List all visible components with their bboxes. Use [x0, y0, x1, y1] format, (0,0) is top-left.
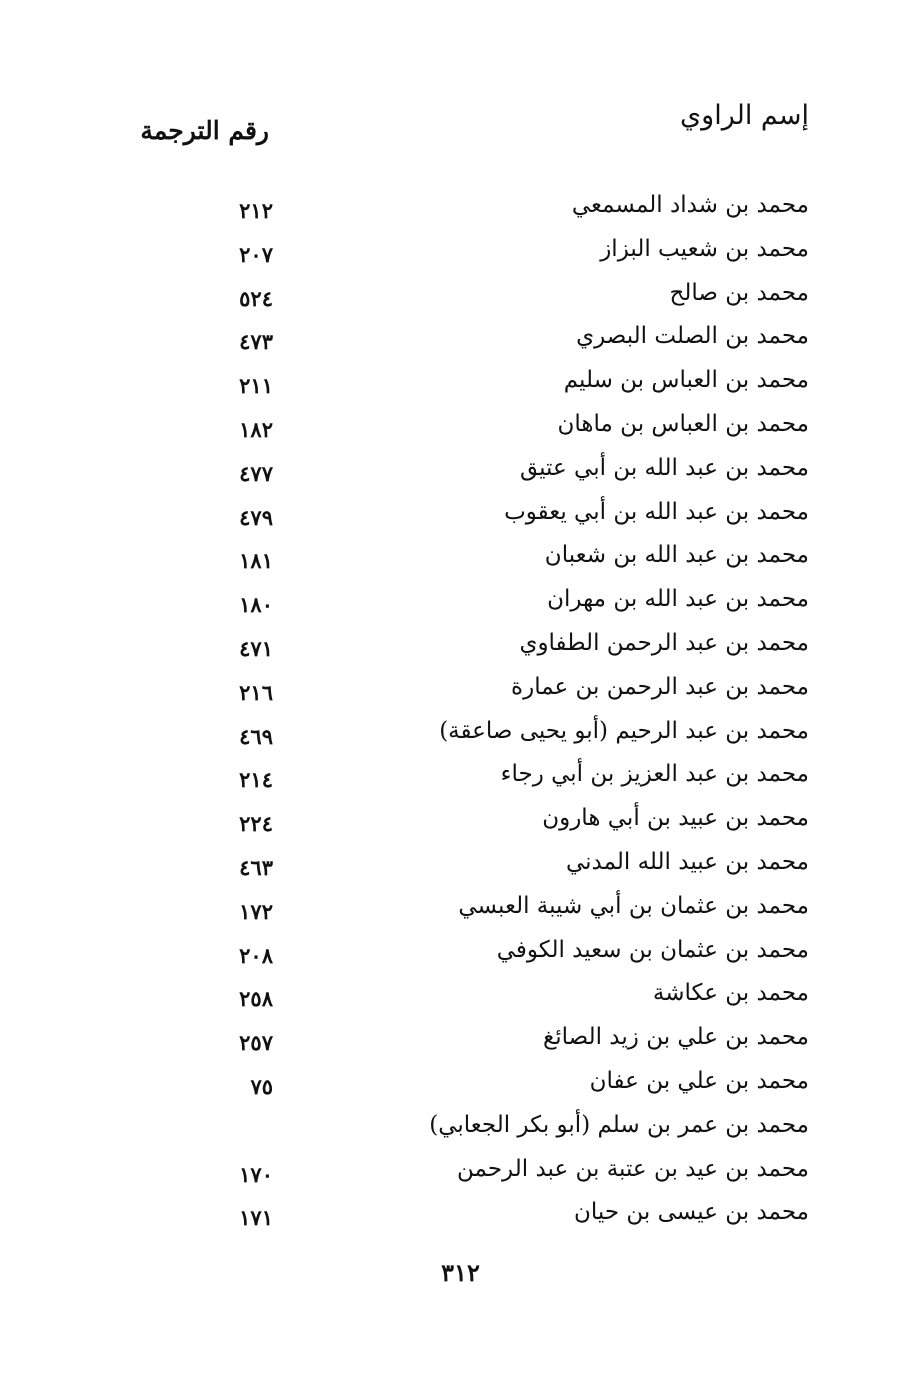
index-row — [0, 668, 921, 712]
narrator-name: محمد بن الصلت البصري — [576, 323, 809, 350]
narrator-name: محمد بن عبد الله بن أبي يعقوب — [504, 498, 809, 525]
entry-number: ٤٦٣ — [239, 854, 273, 880]
entry-number: ٢٥٧ — [239, 1030, 273, 1056]
page-number: ٣١٢ — [441, 1258, 480, 1287]
narrator-name: محمد بن العباس بن ماهان — [557, 410, 809, 437]
narrator-name: محمد بن عبد العزيز بن أبي رجاء — [500, 761, 809, 788]
index-row — [0, 931, 921, 975]
index-row — [0, 712, 921, 756]
narrator-name: محمد بن علي بن عفان — [589, 1067, 809, 1094]
narrator-name: محمد بن عبد الله بن شعبان — [544, 542, 809, 569]
entry-number: ٤٧٩ — [239, 504, 273, 530]
index-row — [0, 405, 921, 449]
index-row — [0, 186, 921, 230]
index-row — [0, 580, 921, 624]
entry-number: ٤٦٩ — [239, 723, 273, 749]
entry-number: ٢١٢ — [239, 198, 273, 223]
narrator-name: محمد بن عبد الله بن مهران — [547, 586, 809, 613]
entry-number: ٢١٤ — [239, 767, 273, 793]
narrator-name: محمد بن عيد بن عتبة بن عبد الرحمن — [457, 1155, 809, 1182]
entry-number: ٢٥٨ — [239, 986, 273, 1012]
narrator-name: محمد بن عثمان بن سعيد الكوفي — [496, 936, 809, 963]
index-row — [0, 1150, 921, 1194]
entry-number: ٧٥ — [250, 1073, 273, 1099]
index-row — [0, 361, 921, 405]
index-row — [0, 449, 921, 493]
entry-number: ١٧٢ — [239, 898, 273, 924]
entry-number: ٢٠٧ — [239, 241, 273, 267]
entry-number: ٤٧١ — [239, 635, 273, 661]
narrator-name: محمد بن عبد الرحمن الطفاوي — [519, 629, 809, 656]
narrator-name: محمد بن عكاشة — [652, 980, 809, 1007]
index-row — [0, 317, 921, 361]
index-row — [0, 974, 921, 1018]
entry-number-column-header: رقم الترجمة — [140, 116, 269, 145]
narrator-name: محمد بن عبد الله بن أبي عتيق — [519, 454, 809, 481]
entry-number: ١٨٢ — [239, 416, 273, 442]
entry-number: ٢١٦ — [239, 679, 273, 705]
narrator-name: محمد بن عبد الرحيم (أبو يحيى صاعقة) — [439, 717, 809, 744]
entry-number: ٢٠٨ — [239, 942, 273, 968]
index-row — [0, 536, 921, 580]
index-row — [0, 1193, 921, 1237]
narrator-name: محمد بن علي بن زيد الصائغ — [543, 1024, 809, 1051]
index-row — [0, 274, 921, 318]
entry-number: ١٧٠ — [239, 1161, 273, 1187]
entry-number: ١٨١ — [239, 548, 273, 574]
narrator-name: محمد بن عمر بن سلم (أبو بكر الجعابي) — [429, 1111, 809, 1138]
entry-number: ١٧١ — [239, 1205, 273, 1231]
index-row — [0, 755, 921, 799]
narrator-name: محمد بن عثمان بن أبي شيبة العبسي — [458, 892, 809, 919]
entry-number: ٢٢٤ — [239, 811, 273, 837]
entry-number: ٤٧٣ — [239, 329, 273, 355]
index-row — [0, 843, 921, 887]
narrator-index-list — [0, 186, 921, 1237]
narrator-name: محمد بن شداد المسمعي — [571, 192, 809, 218]
index-row — [0, 1062, 921, 1106]
index-row — [0, 230, 921, 274]
entry-number: ٥٢٤ — [239, 285, 273, 311]
entry-number: ١٨٠ — [239, 592, 273, 618]
index-row — [0, 493, 921, 537]
entry-number: ٤٧٧ — [239, 460, 273, 486]
index-row — [0, 799, 921, 843]
narrator-name: محمد بن عبيد الله المدني — [565, 848, 809, 875]
index-row — [0, 624, 921, 668]
narrator-name: محمد بن صالح — [669, 279, 809, 306]
entry-number: ٢١١ — [239, 373, 273, 399]
narrator-name: محمد بن عيسى بن حيان — [573, 1199, 809, 1226]
index-row — [0, 1018, 921, 1062]
narrator-name: محمد بن عبيد بن أبي هارون — [542, 805, 809, 832]
narrator-name-column-header: إسم الراوي — [680, 100, 809, 131]
narrator-name: محمد بن العباس بن سليم — [563, 367, 809, 394]
index-row — [0, 887, 921, 931]
index-row — [0, 1106, 921, 1150]
narrator-name: محمد بن شعيب البزاز — [600, 235, 809, 262]
narrator-name: محمد بن عبد الرحمن بن عمارة — [511, 673, 809, 700]
